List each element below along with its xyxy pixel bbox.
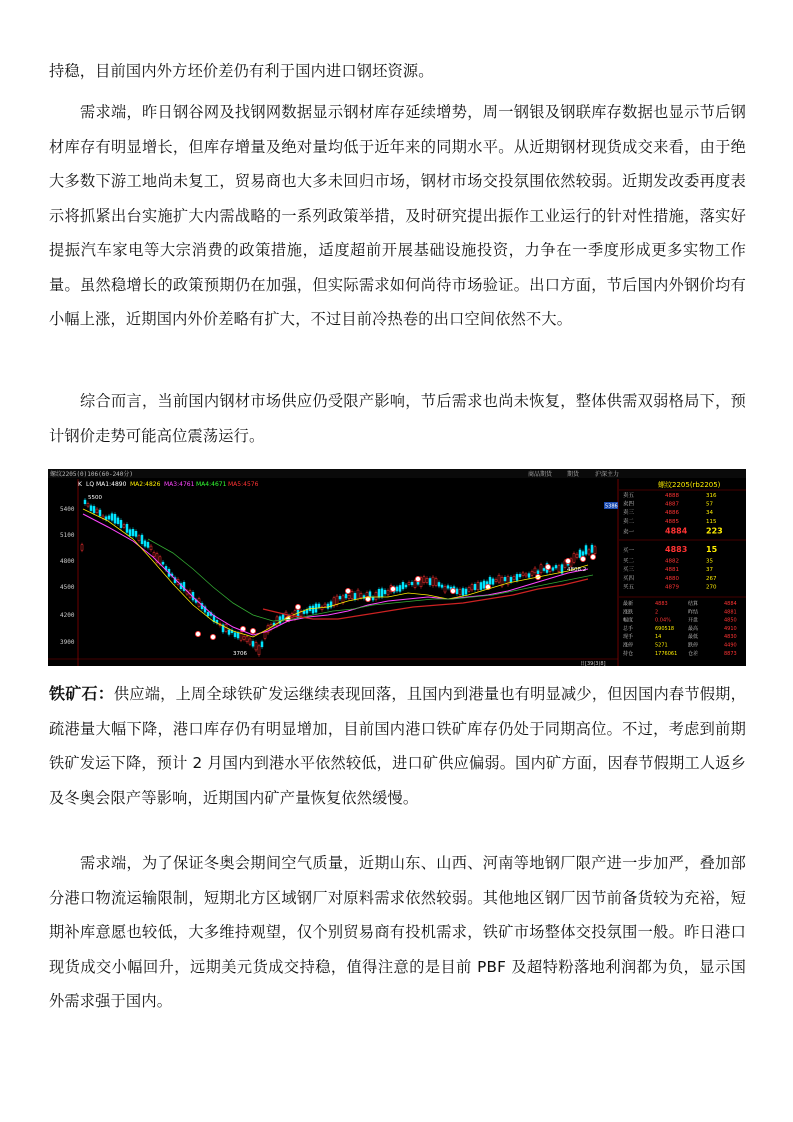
candle [513, 576, 515, 579]
stat-label: 最低 [688, 634, 699, 641]
candle [258, 646, 260, 655]
stat-value: 14 [655, 634, 662, 641]
stat-value: 4910 [724, 625, 737, 632]
candle [90, 506, 92, 511]
iron-ore-text: 供应端，上周全球铁矿发运继续表现回落，且国内到港量也有明显减少，但因国内春节假期，疏港量大幅下降，港口库存仍有明显增加，目前国内港口铁矿库存仍处于同期高位。不过，考虑到前期铁矿发运下降，预计 2 月国内到港水平依然较低，进口矿供应偏弱。国内矿方面，因春节假期工人返乡及冬奥会限产等影响，近期国内矿产量恢复依然缓慢。 [49, 685, 746, 807]
stat-label: 现手 [623, 634, 634, 641]
legend-ma2: MA2:4826 [130, 481, 161, 488]
ask-price: 4885 [665, 518, 679, 525]
candle [354, 593, 356, 599]
iron-ore-label: 铁矿石： [49, 684, 114, 703]
candle [162, 562, 164, 564]
candle [255, 642, 257, 650]
stat-label: 仓差 [688, 650, 699, 657]
ask-volume: 57 [706, 501, 713, 508]
stat-value: 0.04% [655, 617, 671, 624]
candle [105, 517, 107, 520]
signal-marker [415, 576, 420, 581]
chart-tab-3: 沪深主力 [595, 471, 620, 478]
y-tick: 4800 [60, 558, 75, 565]
candle [465, 589, 467, 594]
paragraph-iron-ore [49, 677, 746, 815]
candle [552, 568, 554, 571]
candle [117, 518, 119, 524]
y-tick: 4200 [60, 612, 75, 619]
stat-value: 4850 [724, 617, 737, 624]
quote-title: 螺纹2205(rb2205) [658, 481, 721, 489]
candle [111, 514, 113, 521]
y-tick: 5100 [60, 532, 75, 539]
stat-label: 最新 [623, 601, 634, 607]
candle [153, 552, 155, 556]
candle [435, 578, 437, 585]
signal-marker [195, 631, 200, 636]
candle [492, 579, 494, 584]
candle [537, 571, 539, 574]
stat-label: 结算 [688, 601, 699, 607]
candle [126, 524, 128, 532]
signal-marker [450, 588, 455, 593]
candle [99, 510, 101, 516]
candle [405, 585, 407, 587]
candle [303, 611, 305, 614]
stat-label: 幅度 [623, 617, 634, 624]
candle [594, 547, 596, 554]
bid-volume: 267 [706, 575, 717, 582]
chart-tab-2: 期货 [567, 471, 580, 478]
last-price-label: 4808.2 [567, 567, 587, 573]
candle [132, 529, 134, 536]
candle [81, 545, 83, 550]
candle [483, 581, 485, 588]
bid-price: 4883 [665, 545, 688, 554]
stat-label: 昨结 [688, 609, 699, 616]
candle [555, 565, 557, 568]
candle [462, 588, 464, 595]
candle [585, 546, 587, 555]
candle [123, 525, 125, 528]
ask-price: 4887 [665, 501, 679, 508]
stat-label: 持仓 [623, 650, 634, 657]
signal-marker [545, 564, 550, 569]
candle [327, 604, 329, 608]
signal-marker [345, 588, 350, 593]
candle [477, 582, 479, 589]
ask-level-label: 卖四 [623, 501, 635, 508]
candle [441, 585, 443, 587]
stat-value: 8873 [724, 650, 737, 657]
candle [144, 541, 146, 546]
candle [360, 593, 362, 597]
stat-value: 2 [655, 609, 659, 616]
candle [534, 568, 536, 573]
candle [573, 554, 575, 563]
candle [342, 596, 344, 603]
signal-marker [250, 628, 255, 633]
signal-marker [565, 558, 570, 563]
stat-value: 5271 [655, 642, 668, 649]
legend-lq: LQ [86, 481, 95, 488]
candle [138, 536, 140, 541]
bid-volume: 15 [706, 545, 718, 554]
paragraph-3: 综合而言，当前国内钢材市场供应仍受限产影响，节后需求也尚未恢复，整体供需双弱格局下，预计钢价走势可能高位震荡运行。 [49, 392, 746, 445]
candle [135, 531, 137, 536]
candle [447, 586, 449, 589]
candle [351, 591, 353, 599]
candle [147, 542, 149, 547]
candle [429, 578, 431, 584]
legend-ma5: MA5:4576 [228, 481, 259, 488]
candle [384, 590, 386, 594]
period-label: 日[39(3)8] [580, 661, 606, 666]
candle [399, 585, 401, 591]
paragraph-5: 需求端，为了保证冬奥会期间空气质量，近期山东、山西、河南等地钢厂限产进一步加严，叠加部分港口物流运输限制，短期北方区域钢厂对原料需求依然较弱。其他地区钢厂因节前备货较为充裕，短期补库意愿也较低，大多维持观望，仅个别贸易商有投机需求，铁矿市场整体交投氛围一般。昨日港口现货成交小幅回升，远期美元货成交持稳，值得注意的是目前 PBF 及超特粉落地利润都为负，显示国外需求强于国内。 [49, 854, 746, 1010]
high-price-label: 5500 [88, 495, 102, 501]
candle [387, 590, 389, 594]
candle [423, 577, 425, 583]
candle [540, 565, 542, 573]
candle [438, 582, 440, 586]
candle [495, 579, 497, 581]
ask-level-label: 卖一 [623, 529, 635, 536]
rebar-futures-chart [48, 469, 746, 666]
stat-label: 跌停 [688, 642, 699, 649]
stat-value: 690518 [655, 625, 675, 632]
bid-level-label: 买四 [623, 575, 635, 582]
ask-volume: 316 [706, 493, 717, 499]
candle [579, 550, 581, 558]
candle [516, 574, 518, 580]
candle [318, 604, 320, 608]
candle [396, 587, 398, 591]
candle [378, 589, 380, 597]
candle [243, 637, 245, 640]
candle [576, 554, 578, 557]
stat-label: 涨跌 [623, 609, 634, 616]
candle [402, 582, 404, 589]
y-tick: 3900 [60, 639, 75, 646]
stat-value: 4881 [724, 609, 737, 616]
candle [372, 597, 374, 600]
candle [228, 630, 230, 635]
candle [150, 546, 152, 550]
stat-value: 4830 [724, 634, 737, 641]
chart-header: 螺纹2205(0)106(60-240分) [50, 471, 134, 478]
stat-value: 4490 [724, 642, 737, 649]
ask-volume: 115 [706, 518, 717, 525]
ask-volume: 34 [706, 510, 713, 517]
candle [444, 586, 446, 592]
bid-volume: 37 [706, 567, 713, 574]
legend-k: K [78, 481, 82, 488]
candle [84, 500, 86, 504]
candle [120, 520, 122, 527]
candle [381, 589, 383, 597]
candle [531, 572, 533, 576]
candle [93, 506, 95, 513]
candle [522, 573, 524, 576]
bid-volume: 270 [706, 584, 717, 591]
candle [459, 589, 461, 594]
stat-label: 涨停 [623, 642, 634, 649]
candle [339, 596, 341, 599]
legend-ma4: MA4:4671 [196, 481, 227, 488]
paragraph-1: 持稳，目前国内外方坯价差仍有利于国内进口钢坯资源。 [49, 62, 434, 80]
candle [525, 574, 527, 576]
chart-tab-1: 商品期货 [528, 471, 553, 478]
low-price-label: 3706 [233, 651, 247, 657]
ask-level-label: 卖五 [623, 493, 635, 499]
bid-price: 4879 [665, 584, 679, 591]
candle [87, 504, 89, 507]
ask-level-label: 卖三 [623, 510, 635, 517]
candle [261, 642, 263, 647]
signal-marker [580, 556, 585, 561]
axis-price-tag: 5386 [605, 503, 618, 510]
candle [411, 582, 413, 585]
ask-price: 4888 [665, 493, 679, 499]
bid-price: 4882 [665, 558, 679, 565]
candle [357, 590, 359, 599]
ask-price: 4886 [665, 510, 679, 517]
bid-volume: 35 [706, 558, 713, 565]
candle [96, 509, 98, 513]
candle [456, 589, 458, 594]
candle [426, 578, 428, 582]
candle [234, 633, 236, 637]
candle [249, 639, 251, 644]
candle [129, 530, 131, 536]
bid-level-label: 买三 [623, 567, 635, 574]
candle [519, 574, 521, 577]
stat-value: 4884 [724, 601, 737, 607]
legend-ma3: MA3:4761 [164, 481, 195, 488]
candle [312, 606, 314, 613]
candle [114, 514, 116, 523]
candle [252, 641, 254, 646]
signal-marker [590, 554, 595, 559]
ask-volume: 223 [706, 526, 723, 536]
candle [141, 535, 143, 544]
candle [489, 577, 491, 584]
candle [591, 545, 593, 552]
candle [345, 594, 347, 598]
legend-ma1: MA1:4890 [96, 481, 127, 488]
candle [498, 575, 500, 582]
bid-price: 4881 [665, 567, 679, 574]
candle [408, 582, 410, 584]
stat-label: 总手 [623, 625, 634, 632]
stat-value: 1776061 [655, 650, 678, 657]
candle [504, 577, 506, 581]
candle [375, 592, 377, 599]
candle [528, 574, 530, 578]
bid-level-label: 买二 [623, 558, 635, 565]
candle [510, 577, 512, 582]
signal-marker [390, 586, 395, 591]
candle [237, 633, 239, 638]
signal-marker [210, 634, 215, 639]
stat-label: 最高 [688, 625, 699, 632]
y-tick: 5400 [60, 506, 75, 513]
candle [108, 516, 110, 519]
candle [480, 582, 482, 589]
bid-price: 4880 [665, 575, 679, 582]
candle [207, 612, 209, 616]
stat-value: 4883 [655, 601, 668, 607]
candle [471, 585, 473, 590]
candle [543, 568, 545, 570]
candle [246, 636, 248, 641]
ask-price: 4884 [665, 526, 688, 536]
candle [336, 596, 338, 605]
bid-level-label: 买五 [623, 584, 635, 591]
stat-label: 开盘 [688, 617, 699, 624]
ask-level-label: 卖二 [623, 518, 635, 525]
candle [264, 632, 266, 638]
bid-level-label: 买一 [623, 548, 635, 554]
signal-marker [295, 604, 300, 609]
candle [324, 604, 326, 606]
candle [468, 587, 470, 591]
candle [474, 584, 476, 589]
y-tick: 4500 [60, 584, 75, 591]
candle [294, 611, 296, 619]
candle [432, 577, 434, 586]
candle [582, 552, 584, 556]
candle [348, 595, 350, 598]
paragraph-2: 需求端，昨日钢谷网及找钢网数据显示钢材库存延续增势，周一钢银及钢联库存数据也显示节后钢材库存有明显增长，但库存增量及绝对量均低于近年来的同期水平。从近期钢材现货成交来看，由于绝大多数下游工地尚未复工，贸易商也大多未回归市场，钢材市场交投氛围依然较弱。近期发改委再度表示将抓紧出台实施扩大内需战略的一系列政策举措，及时研究提出振作工业运行的针对性措施，落实好提振汽车家电等大宗消费的政策措施，适度超前开展基础设施投资，力争在一季度形成更多实物工作量。虽然稳增长的政策预期仍在加强，但实际需求如何尚待市场验证。出口方面，节后国内外钢价均有小幅上涨，近期国内外价差略有扩大，不过目前冷热卷的出口空间依然不大。 [49, 103, 746, 328]
candle [558, 566, 560, 572]
candle [588, 550, 590, 554]
candle [414, 581, 416, 588]
